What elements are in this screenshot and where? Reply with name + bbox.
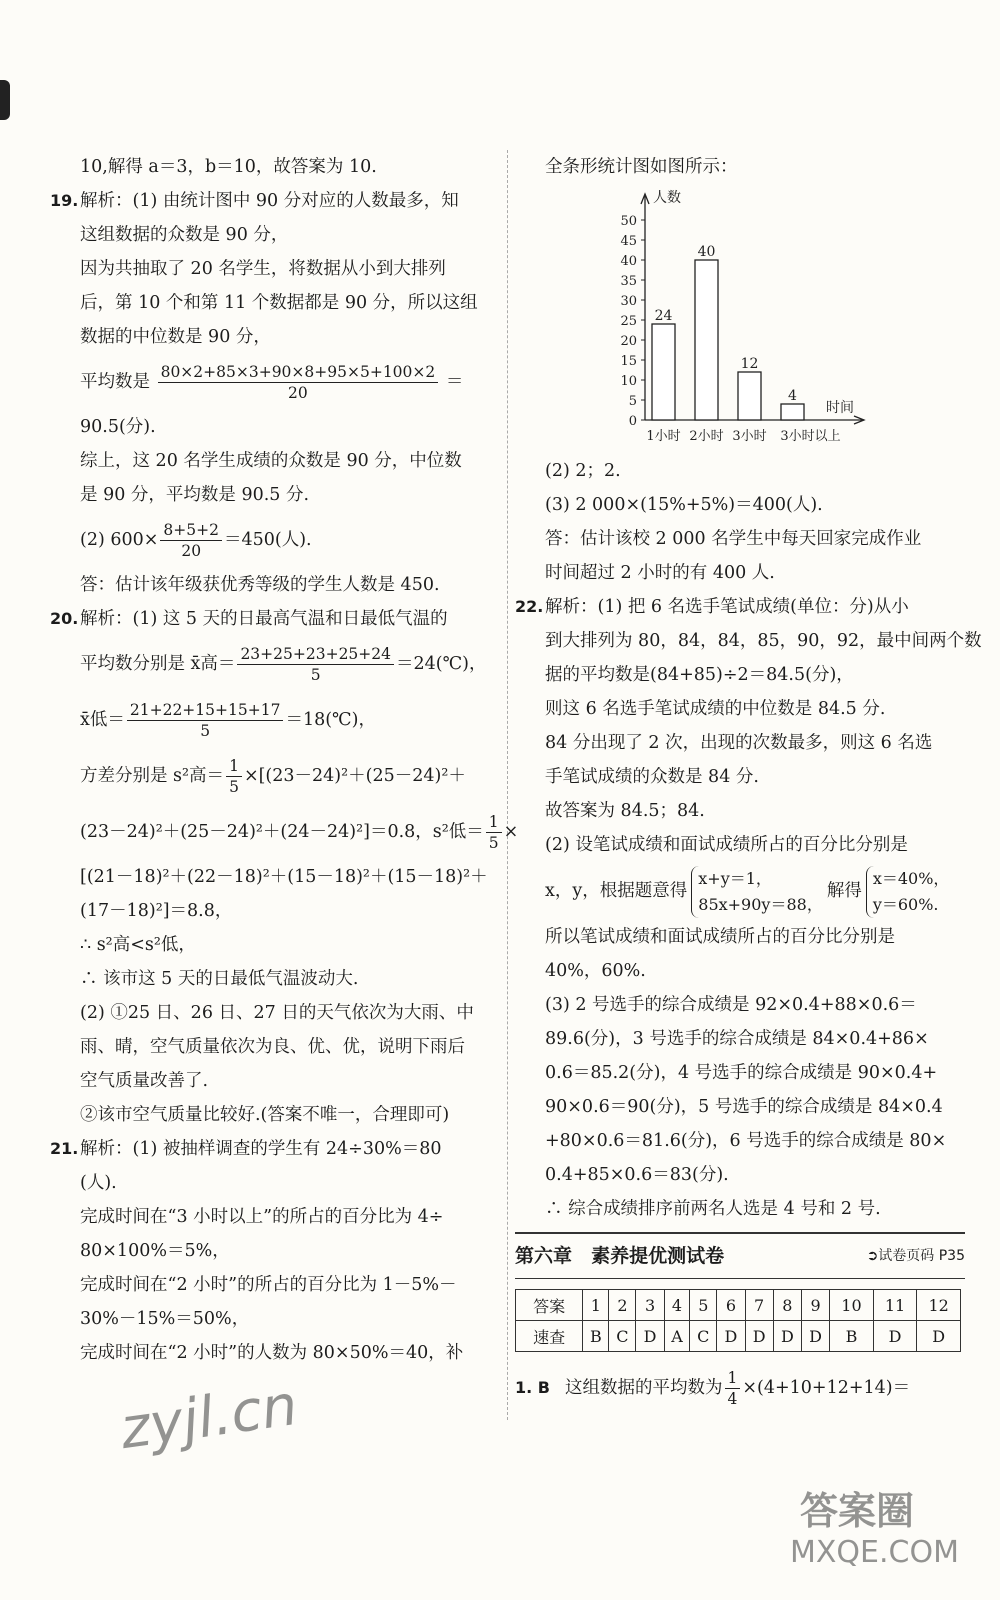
text: 这组数据的平均数为 xyxy=(565,1378,723,1398)
bar-chart xyxy=(515,184,965,454)
text: 解析：(1) 由统计图中 90 分对应的人数最多，知 xyxy=(80,191,459,211)
text: ×(4+10+12+14)＝ xyxy=(742,1378,911,1398)
bar-value-label: 40 xyxy=(697,244,716,260)
question-number: 1. B xyxy=(515,1378,550,1397)
text-line: (3) 2 000×(15%+5%)＝400(人). xyxy=(545,495,823,515)
equation: x+y＝1， xyxy=(698,868,772,888)
x-tick-label: 1小时 xyxy=(646,429,681,444)
answer-letter-cell: C xyxy=(690,1321,717,1352)
text-line: 数据的中位数是 90 分， xyxy=(80,327,271,347)
numerator: 1 xyxy=(486,812,502,833)
text-line: 后，第 10 个和第 11 个数据都是 90 分，所以这组 xyxy=(80,293,478,313)
text-line: 是 90 分，平均数是 90.5 分. xyxy=(80,485,310,505)
text-line: 89.6(分)，3 号选手的综合成绩是 84×0.4+86× xyxy=(545,1029,929,1049)
text: 方差分别是 s²高＝ xyxy=(80,766,225,786)
text-line: 到大排列为 80，84，84，85，90，92，最中间两个数 xyxy=(545,631,982,651)
text-line: 空气质量改善了. xyxy=(80,1071,209,1091)
denominator: 5 xyxy=(310,666,321,684)
answer-letter-cell: D xyxy=(801,1321,829,1352)
answer-letter-cell: B xyxy=(830,1321,874,1352)
solution-brace xyxy=(866,866,950,918)
text-line: 所以笔试成绩和面试成绩所占的百分比分别是 xyxy=(545,927,895,947)
numerator: 23+25+23+25+24 xyxy=(237,644,394,665)
bar xyxy=(738,372,761,420)
text: ×[(23－24)²＋(25－24)²＋ xyxy=(243,766,466,786)
answer-number-cell: 5 xyxy=(690,1290,717,1321)
text: 解析：(1) 被抽样调查的学生有 24÷30%＝80 xyxy=(80,1139,442,1159)
answer-letter-cell: A xyxy=(664,1321,690,1352)
q20-low-average xyxy=(50,692,495,748)
answer-number-cell: 11 xyxy=(873,1290,917,1321)
text: x̄低＝ xyxy=(80,710,125,730)
bar xyxy=(652,324,675,420)
answer-number-cell: 9 xyxy=(801,1290,829,1321)
fraction xyxy=(486,812,502,853)
text-line: 84 分出现了 2 次，出现的次数最多，则这 6 名选 xyxy=(545,733,933,753)
text-line: 手笔试成绩的众数是 84 分. xyxy=(545,767,759,787)
answer-number-cell: 8 xyxy=(773,1290,801,1321)
answer-table-answer-row xyxy=(516,1321,961,1352)
text: (23－24)²＋(25－24)²＋(24－24)²]＝0.8，s²低＝ xyxy=(80,822,484,842)
answer-letter-cell: B xyxy=(583,1321,609,1352)
numerator: 8+5+2 xyxy=(160,520,222,541)
text-line: 0.4+85×0.6＝83(分). xyxy=(545,1165,729,1185)
fraction xyxy=(237,644,394,685)
question-number: 21. xyxy=(50,1139,79,1158)
y-tick-label: 30 xyxy=(620,294,637,309)
x-tick-label: 3小时 xyxy=(732,429,767,444)
text-line: 完成时间在“2 小时”的人数为 80×50%＝40，补 xyxy=(80,1343,464,1363)
text-line: 全条形统计图如图所示： xyxy=(545,157,738,177)
y-tick-label: 50 xyxy=(620,214,637,229)
q20-variance-high xyxy=(50,748,495,804)
text-line: 40%，60%. xyxy=(545,961,646,981)
answer-number-cell: 2 xyxy=(609,1290,636,1321)
table-head: 答案 xyxy=(516,1290,583,1321)
denominator: 20 xyxy=(181,542,202,560)
text-line: +80×0.6＝81.6(分)，6 号选手的综合成绩是 80× xyxy=(545,1131,947,1151)
solution: y＝60%. xyxy=(872,894,939,914)
y-tick-label: 15 xyxy=(620,354,637,369)
text: 平均数分别是 x̄高＝ xyxy=(80,654,236,674)
y-axis-label: 人数 xyxy=(653,190,681,206)
text-line: ∴ s²高<s²低， xyxy=(80,935,196,955)
text: × xyxy=(503,822,519,842)
question-number: 22. xyxy=(515,597,544,616)
bar-value-label: 12 xyxy=(740,356,759,372)
y-tick-label: 0 xyxy=(628,414,637,429)
section-subtitle: 素养提优测试卷 xyxy=(591,1245,725,1267)
answer-number-cell: 6 xyxy=(717,1290,745,1321)
answer-number-cell: 7 xyxy=(745,1290,773,1321)
answer-number-cell: 1 xyxy=(583,1290,609,1321)
page-edge-mark xyxy=(0,80,10,120)
text-line: 因为共抽取了 20 名学生，将数据从小到大排列 xyxy=(80,259,446,279)
text: ＝24(℃)， xyxy=(396,654,487,674)
text: 平均数是 xyxy=(80,372,150,392)
denominator: 20 xyxy=(288,384,308,402)
q1-line xyxy=(515,1360,965,1416)
text-line: (17－18)²]＝8.8， xyxy=(80,901,233,921)
text-line: ②该市空气质量比较好.(答案不唯一，合理即可) xyxy=(80,1105,450,1125)
fraction xyxy=(226,756,242,797)
q22-line-1 xyxy=(515,590,965,624)
fraction xyxy=(158,362,439,403)
question-number: 20. xyxy=(50,609,79,628)
text-line: 0.6＝85.2(分)，4 号选手的综合成绩是 90×0.4+ xyxy=(545,1063,938,1083)
bar xyxy=(781,404,804,420)
q19-average-formula xyxy=(50,354,495,410)
right-column xyxy=(515,150,982,1416)
y-tick-label: 45 xyxy=(620,234,637,249)
text-line: (2) 2；2. xyxy=(545,461,621,481)
text-line: 90.5(分). xyxy=(80,417,156,437)
text: 解得 xyxy=(826,881,862,901)
denominator: 4 xyxy=(727,1390,738,1408)
equation-brace xyxy=(691,866,823,918)
bar-value-label: 24 xyxy=(654,308,673,324)
text: ＝450(人). xyxy=(223,530,312,550)
section-header xyxy=(515,1232,965,1279)
text-line: ∴ 综合成绩排序前两名人选是 4 号和 2 号. xyxy=(545,1199,881,1219)
answer-letter-cell: D xyxy=(717,1321,745,1352)
answer-letter-cell: D xyxy=(917,1321,961,1352)
answer-letter-cell: D xyxy=(636,1321,664,1352)
answer-letter-cell: C xyxy=(609,1321,636,1352)
text-line: 90×0.6＝90(分)，5 号选手的综合成绩是 84×0.4 xyxy=(545,1097,943,1117)
left-column xyxy=(50,150,519,1370)
y-tick-label: 5 xyxy=(628,394,637,409)
question-number: 19. xyxy=(50,191,79,210)
text-line: 则这 6 名选手笔试成绩的中位数是 84.5 分. xyxy=(545,699,886,719)
fraction xyxy=(725,1368,741,1409)
y-tick-label: 25 xyxy=(620,314,637,329)
q19-part2-formula xyxy=(50,512,495,568)
x-tick-label: 3小时以上 xyxy=(780,429,841,444)
fraction xyxy=(127,700,284,741)
column-divider xyxy=(507,150,508,1420)
answer-letter-cell: D xyxy=(873,1321,917,1352)
y-tick-label: 35 xyxy=(620,274,637,289)
denominator: 5 xyxy=(488,834,499,852)
bar xyxy=(695,260,718,420)
y-tick-label: 20 xyxy=(620,334,637,349)
y-tick-label: 10 xyxy=(620,374,637,389)
text-line: 综上，这 20 名学生成绩的众数是 90 分，中位数 xyxy=(80,451,462,471)
answer-number-cell: 12 xyxy=(917,1290,961,1321)
text: ＝ xyxy=(445,372,464,392)
watermark-url: MXQE.COM xyxy=(790,1535,959,1570)
text-line: 10,解得 a＝3，b＝10，故答案为 10. xyxy=(80,157,377,177)
q22-equation-system xyxy=(515,862,965,920)
text-line: (3) 2 号选手的综合成绩是 92×0.4+88×0.6＝ xyxy=(545,995,917,1015)
text-line: 雨、晴，空气质量依次为良、优、优，说明下雨后 xyxy=(80,1037,465,1057)
text-line: 据的平均数是(84+85)÷2＝84.5(分)， xyxy=(545,665,854,685)
text-line: (2) 设笔试成绩和面试成绩所占的百分比分别是 xyxy=(545,835,908,855)
numerator: 1 xyxy=(226,756,242,777)
answer-number-cell: 10 xyxy=(830,1290,874,1321)
denominator: 5 xyxy=(229,778,239,796)
text-line: (2) ①25 日、26 日、27 日的天气依次为大雨、中 xyxy=(80,1003,474,1023)
page-reference: ➲试卷页码 P35 xyxy=(866,1248,965,1264)
q20-variance-low xyxy=(50,804,519,860)
text: ＝18(℃)， xyxy=(285,710,376,730)
bar-value-label: 4 xyxy=(788,388,797,404)
section-title: 第六章 xyxy=(515,1245,573,1267)
text-line: 完成时间在“2 小时”的所占的百分比为 1－5%－ xyxy=(80,1275,457,1295)
x-axis-label: 时间 xyxy=(826,400,854,416)
text: 解析：(1) 这 5 天的日最高气温和日最低气温的 xyxy=(80,609,448,629)
text: x，y，根据题意得 xyxy=(545,881,688,901)
watermark-site: zyjl.cn xyxy=(116,1372,302,1463)
answer-number-cell: 3 xyxy=(636,1290,664,1321)
bar-chart-svg xyxy=(600,184,900,454)
answer-table xyxy=(515,1289,961,1352)
text-line: [(21－18)²＋(22－18)²＋(15－18)²＋(15－18)²＋ xyxy=(80,867,488,887)
text-line: 完成时间在“3 小时以上”的所占的百分比为 4÷ xyxy=(80,1207,444,1227)
q20-high-average xyxy=(50,636,495,692)
equation: 85x+90y＝88， xyxy=(698,894,823,914)
text-line: (人). xyxy=(80,1173,117,1193)
watermark-logo: 答案圈 xyxy=(800,1489,915,1533)
fraction xyxy=(160,520,222,561)
denominator: 5 xyxy=(200,722,211,740)
text: (2) 600× xyxy=(80,530,159,550)
text-line: ∴ 该市这 5 天的日最低气温波动大. xyxy=(80,969,359,989)
text-line: 时间超过 2 小时的有 400 人. xyxy=(545,563,775,583)
q20-line-1 xyxy=(50,602,495,636)
solution: x＝40%， xyxy=(872,868,950,888)
numerator: 21+22+15+15+17 xyxy=(127,700,284,721)
numerator: 1 xyxy=(725,1368,741,1389)
text: 解析：(1) 把 6 名选手笔试成绩(单位：分)从小 xyxy=(545,597,909,617)
text-line: 答：估计该年级获优秀等级的学生人数是 450. xyxy=(80,575,440,595)
text-line: 这组数据的众数是 90 分， xyxy=(80,225,289,245)
x-tick-label: 2小时 xyxy=(689,429,724,444)
answer-letter-cell: D xyxy=(745,1321,773,1352)
q21-line-1 xyxy=(50,1132,495,1166)
numerator: 80×2+85×3+90×8+95×5+100×2 xyxy=(158,362,439,383)
text-line: 故答案为 84.5；84. xyxy=(545,801,705,821)
answer-letter-cell: D xyxy=(773,1321,801,1352)
answer-number-cell: 4 xyxy=(664,1290,690,1321)
y-tick-label: 40 xyxy=(620,254,637,269)
text-line: 答：估计该校 2 000 名学生中每天回家完成作业 xyxy=(545,529,922,549)
answer-table-number-row xyxy=(516,1290,961,1321)
table-head: 速查 xyxy=(516,1321,583,1352)
text-line: 80×100%＝5%， xyxy=(80,1241,230,1261)
q19-line-1 xyxy=(50,184,495,218)
text-line: 30%－15%＝50%， xyxy=(80,1309,250,1329)
